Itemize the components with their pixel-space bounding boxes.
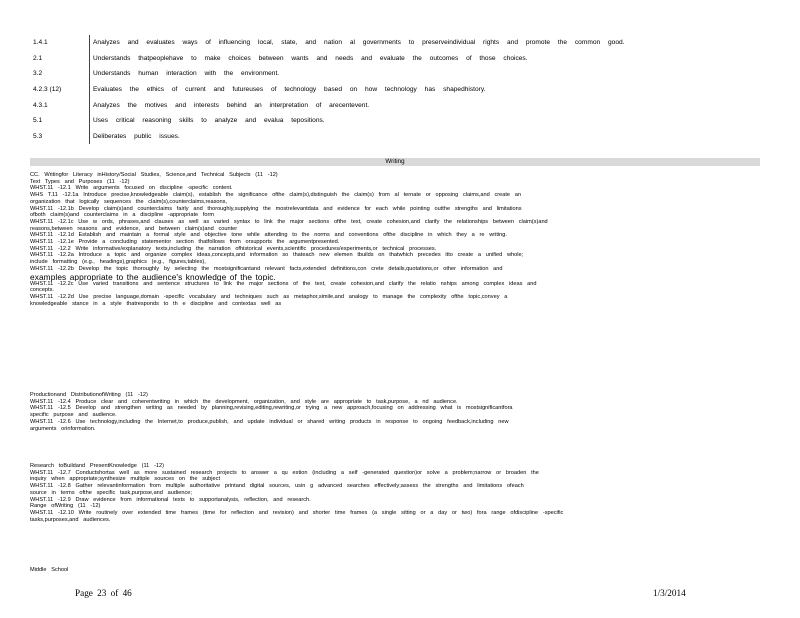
standard-description: Evaluates the ethics of current and futureuses of technology based on how technology has shapedhistory. (93, 86, 486, 94)
standards-table (30, 35, 760, 144)
text-line: WHST.11 -12.1b Develop claim(s)and counterclaims fairly and thoroughly,supplying the mostrelevantdata and evidence for each while pointing outthe strengths and limitations (30, 205, 522, 212)
standard-description: Analyzes the motives and interests behind an interpretation of arecentevent. (93, 101, 370, 109)
standard-code: 5.3 (30, 129, 90, 145)
text-line: WHST.11 -12.2 Write informative/explanatory texts,including the narration ofhistorical events,scientific procedures/experiments,or technical processes. (30, 245, 437, 252)
text-line: concepts. (30, 287, 54, 294)
middle-school-block (30, 567, 760, 574)
text-line: WHST.11 -12.2a Introduce a topic and organize complex ideas,concepts,and information so thateach new elemen tbuilds on thatwhich precedes itto create a unified whole; (30, 252, 524, 259)
production-distribution-block (30, 392, 760, 432)
text-line: source in terms ofthe specific task,purpose,and audience; (30, 489, 192, 496)
research-block (30, 463, 760, 523)
text-line: Text Types and Purposes (11 -12) (30, 178, 130, 185)
text-line: WHST.11 -12.1c Use w ords, phrases,and clauses as well as varied syntax to link the major sections ofthe text, create cohesion,and clarify the relationships between claim(s)and (30, 218, 548, 225)
standard-description: Deliberates public issues. (93, 132, 180, 140)
text-line: WHST.11 -12.7 Conductshortas well as more sustained research projects to answer a qu estion (including a self -generated question)or solve a problem;narrow or broaden the (30, 469, 539, 476)
text-line: Middle School (30, 567, 69, 573)
standard-description: Understands thatpeoplehave to make choices between wants and needs and evaluate the outcomes of those choices. (93, 54, 528, 62)
text-line: CC. Writingfor Literacy inHistory/Social Studies, Science,and Technical Subjects (11 -12) (30, 172, 278, 178)
writing-section-header (30, 158, 760, 166)
text-line: WHST.11 -12.2d Use precise language,domain -specific vocabulary and techniques such as metaphor,simile,and analogy to manage the complexity ofthe topic,convey a (30, 294, 508, 301)
text-line: ofboth claim(s)and counterclaims in a discipline -appropriate form (30, 212, 215, 219)
writing-standards-block (30, 172, 760, 308)
standard-code: 4.2.3 (12) (30, 82, 90, 98)
text-line: inquiry when appropriate;synthesize multiple sources on the subject (30, 476, 220, 483)
text-line: WHST.11 -12.6 Use technology,including the Internet,to produce,publish, and update individual or shared writing products in response to ongoing feedback,including new (30, 418, 509, 425)
text-line: WHST.11 -12.1d Establish and maintain a formal style and objective tone while attending to the norms and conventions ofthe discipline in which they a re writing. (30, 232, 507, 239)
standard-row (30, 82, 760, 98)
text-line: examples appropriate to the audience's knowledge of the topic. (30, 272, 276, 281)
text-line: WHST.11 -12.10 Write routinely over extended time frames (time for reflection and revision) and shorter time frames (a single sitting or a day or two) fora range ofdiscipline -specific (30, 509, 564, 516)
text-line: WHST.11 -12.1e Provide a concluding statementor section thatfollows from orsupports the argumentpresented. (30, 239, 340, 246)
standard-row (30, 129, 760, 145)
standard-row (30, 113, 760, 129)
standard-code: 1.4.1 (30, 35, 90, 51)
section-title: Writing (385, 158, 405, 165)
standard-code: 5.1 (30, 113, 90, 129)
text-line: WHST.11 -12.2c Use varied transitions and sentence structures to link the major sections of the text, create cohesion,and clarify the relatio nships among complex ideas and (30, 280, 537, 287)
text-line: arguments orinformation. (30, 425, 96, 432)
text-line: include formatting (e.g., headings),graphics (e.g., figures,tables), (30, 259, 206, 266)
standard-description: Analyzes and evaluates ways of influencing local, state, and nation al governments to preserveindividual rights and promote the common good. (93, 39, 625, 47)
text-line: WHS T.11 -12.1a Introduce precise,knowledgeable claim(s), establish the significance ofthe claim(s),distinguish the claim(s) from al ternate or opposing claims,and create an (30, 192, 521, 199)
text-line: tasks,purposes,and audiences. (30, 516, 111, 523)
standard-row (30, 97, 760, 113)
footer-date: 1/3/2014 (653, 588, 686, 598)
standard-code: 3.2 (30, 66, 90, 82)
text-line: reasons,between reasons and evidence, and between claim(s)and counter (30, 225, 238, 232)
standard-code: 2.1 (30, 51, 90, 67)
text-line: WHST.11 -12.2b Develop the topic thoroughly by selecting the mostsignificantand relevant facts,extended definitions,con crete details,quotations,or other information and (30, 265, 503, 272)
text-line: WHST.11 -12.1 Write arguments focused on discipline -specific content. (30, 185, 233, 192)
standard-row (30, 66, 760, 82)
standard-row (30, 35, 760, 51)
text-line: specific purpose and audience. (30, 412, 117, 419)
text-line: Range ofWriting (11 -12) (30, 503, 101, 510)
text-line: WHST.11 -12.5 Develop and strengthen writing as needed by planning,revising,editing,rewriting,or trying a new approach,focusing on addressing what is mostsignificantfora (30, 405, 513, 412)
standard-row (30, 51, 760, 67)
standard-description: Uses critical reasoning skills to analyze and evalua tepositions. (93, 117, 325, 125)
standard-description: Understands human interaction with the environment. (93, 70, 280, 78)
standard-code: 4.3.1 (30, 97, 90, 113)
text-line: WHST.11 -12.4 Produce clear and coherentwriting in which the development, organization, and style are appropriate to task,purpose, a nd audience. (30, 398, 458, 405)
page-number: Page 23 of 46 (75, 588, 132, 598)
text-line: knowledgeable stance in a style thatresponds to th e discipline and contextas well as (30, 300, 282, 307)
text-line: WHST.11 -12.9 Draw evidence from informational texts to supportanalysis, reflection, and research. (30, 496, 311, 503)
text-line: WHST.11 -12.8 Gather relevantinformation from multiple authoritative printand digital sources, usin g advanced searches effectively;assess the strengths and limitations ofeach (30, 483, 524, 490)
text-line: Productionand DistributionofWriting (11 -12) (30, 392, 148, 398)
text-line: Research toBuildand PresentKnowledge (11 -12) (30, 463, 164, 469)
text-line: organization that logically sequences the claim(s),counterclaims,reasons, (30, 198, 227, 205)
